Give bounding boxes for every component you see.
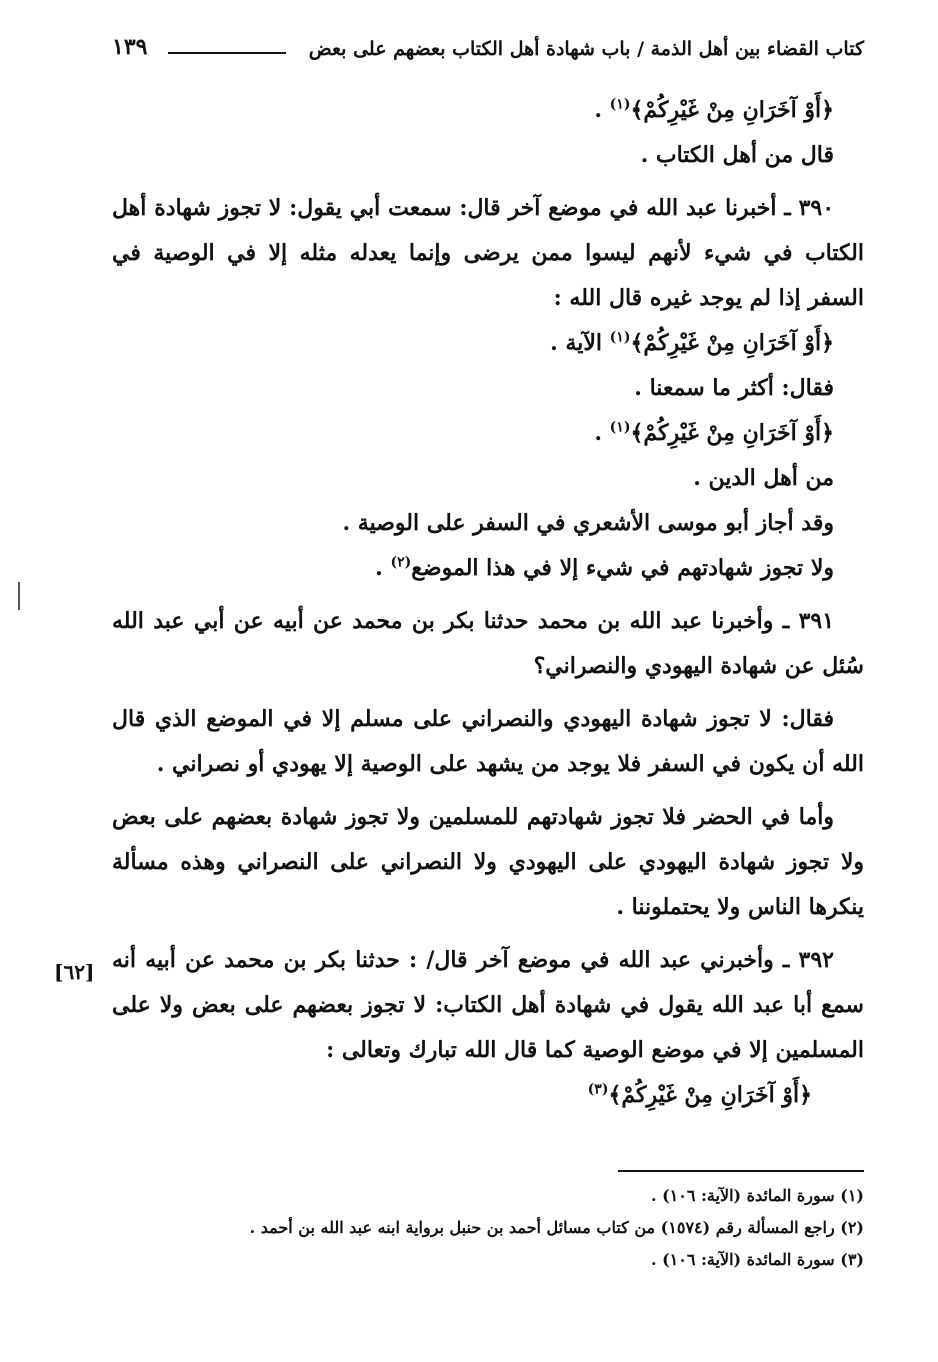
paragraph-390: ٣٩٠ ـ أخبرنا عبد الله في موضع آخر قال: سمعت أبي يقول: لا تجوز شهادة أهل الكتاب في شيء لأنهم ليسوا ممن يرضى وإنما يعدله مثله إلا في الوصية في السفر إذا لم يوجد غيره قال الله : bbox=[112, 195, 864, 311]
footnotes bbox=[112, 1180, 864, 1276]
text-line: وقد أجاز أبو موسى الأشعري في السفر على الوصية . bbox=[342, 510, 834, 536]
text-line: ولا تجوز شهادتهم في شيء إلا في هذا الموضع$^{(٢)}$ . bbox=[375, 554, 834, 581]
footnote-2: (٢) راجع المسألة رقم (١٥٧٤) من كتاب مسائل أحمد بن حنبل برواية ابنه عبد الله بن أحمد . bbox=[249, 1218, 864, 1237]
footnote-3: (٣) سورة المائدة (الآية: ١٠٦) . bbox=[650, 1250, 864, 1269]
manuscript-folio-marker: [٦٢] bbox=[54, 960, 95, 984]
page-number: ١٣٩ bbox=[112, 34, 148, 60]
scan-mark bbox=[18, 582, 20, 610]
paragraph-391-answer: فقال: لا تجوز شهادة اليهودي والنصراني على مسلم إلا في الموضع الذي قال الله أن يكون في السفر فلا يوجد من يشهد على الوصية إلا يهودي أو نصراني . bbox=[112, 706, 864, 777]
paragraph-391: ٣٩١ ـ وأخبرنا عبد الله بن محمد حدثنا بكر بن محمد عن أبيه عن أبي عبد الله سُئل عن شهادة اليهودي والنصراني؟ bbox=[112, 608, 864, 679]
quran-quote-2: ﴿أَوْ آخَرَانِ مِنْ غَيْرِكُمْ﴾$^{(١)}$ الآية . bbox=[550, 329, 834, 356]
quran-quote-1: ﴿أَوْ آخَرَانِ مِنْ غَيْرِكُمْ﴾$^{(١)}$ . bbox=[594, 96, 834, 123]
text-line: فقال: أكثر ما سمعنا . bbox=[634, 375, 834, 401]
text-line: قال من أهل الكتاب . bbox=[640, 142, 834, 168]
page-header bbox=[112, 32, 864, 68]
footnote-separator bbox=[618, 1170, 864, 1172]
main-text bbox=[112, 88, 864, 1118]
quran-quote-3: ﴿أَوْ آخَرَانِ مِنْ غَيْرِكُمْ﴾$^{(١)}$ . bbox=[594, 419, 834, 446]
text-line: من أهل الدين . bbox=[693, 465, 834, 491]
header-rule bbox=[168, 52, 286, 54]
quran-quote-4: ﴿أَوْ آخَرَانِ مِنْ غَيْرِكُمْ﴾$^{(٣)}$ bbox=[587, 1081, 812, 1108]
footnote-1: (١) سورة المائدة (الآية: ١٠٦) . bbox=[650, 1186, 864, 1205]
paragraph-392: ٣٩٢ ـ وأخبرني عبد الله في موضع آخر قال/ : حدثنا بكر بن محمد عن أبيه أنه سمع أبا عبد الله يقول في شهادة أهل الكتاب: لا تجوز بعضهم على بعض ولا على المسلمين إلا في موضع الوصية كما قال الله تبارك وتعالى : bbox=[112, 947, 864, 1063]
paragraph-391-continued: وأما في الحضر فلا تجوز شهادتهم للمسلمين ولا تجوز شهادة بعضهم على بعض ولا تجوز شهادة اليهودي على اليهودي ولا النصراني على النصراني وهذه مسألة ينكرها الناس ولا يحتملوننا . bbox=[112, 804, 864, 920]
running-title: كتاب القضاء بين أهل الذمة / باب شهادة أهل الكتاب بعضهم على بعض bbox=[308, 38, 864, 60]
